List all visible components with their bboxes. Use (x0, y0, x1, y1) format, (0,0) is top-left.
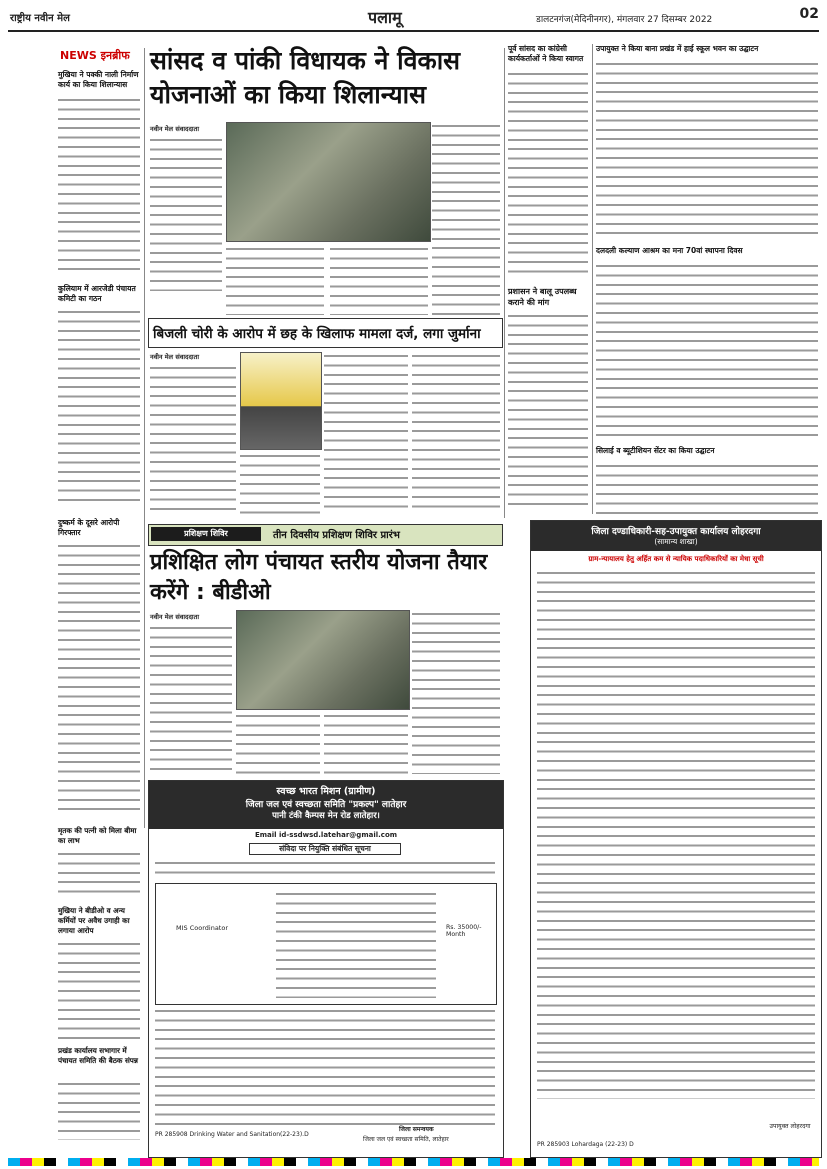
notice-header (531, 521, 821, 551)
section-title: पलामू (368, 8, 402, 27)
job-ad-subhead: संविदा पर नियुक्ति संबंधित सूचना (249, 843, 401, 855)
notice-subhead: ग्राम-न्यायालय हेतु अर्हित कम से न्यायिक पदाधिकारियों का मेधा सूची (588, 555, 764, 563)
brief-item-title: दुष्कर्म के दूसरे आरोपी गिरफ्तार (58, 518, 120, 537)
dateline: डालटनगंज(मेदिनीनगर), मंगलवार 27 दिसम्बर 2022 (536, 15, 713, 25)
job-ad-salary: Rs. 35000/- Month (446, 924, 482, 938)
job-ad-terms (155, 1007, 495, 1127)
newspaper-logo: राष्ट्रीय नवीन मेल (10, 13, 70, 24)
job-ad-table (155, 883, 497, 1005)
electricity-byline: नवीन मेल संवाददाता (150, 353, 199, 361)
electricity-headline-box (148, 318, 503, 348)
govt-notice (530, 520, 822, 1158)
notice-footer: PR 285903 Lohardaga (22-23) D (537, 1141, 634, 1148)
job-ad-intro (155, 859, 495, 881)
right-item-title: पूर्व सांसद का कांग्रेसी कार्यकर्ताओं ने किया स्वागत (508, 44, 584, 63)
electricity-body-col2 (240, 452, 320, 514)
lead-photo (226, 122, 431, 242)
right-item-body (508, 70, 588, 278)
job-ad-head2: जिला जल एवं स्वच्छता समिति "प्रकल्प" लातेहार (245, 800, 407, 810)
notice-body (537, 569, 815, 1099)
lower-item-title: प्रखंड कार्यालय सभागार में पंचायत समिति की बैठक संपन्न (58, 1046, 138, 1065)
lower-item-title: मृतक की पत्नी को मिला बीमा का लाभ (58, 826, 137, 845)
job-ad-header (149, 781, 503, 829)
job-ad-qualification (276, 890, 436, 998)
right-item-title: प्रशासन ने बालू उपलब्ध कराने की मांग (508, 287, 577, 307)
job-ad-post: MIS Coordinator (176, 924, 228, 932)
column-divider (592, 44, 593, 514)
color-registration-bar (8, 1158, 819, 1166)
training-body-col2 (236, 712, 320, 774)
lower-item-body (58, 1080, 140, 1140)
notice-head2: (सामान्य शाखा) (654, 537, 698, 546)
training-banner (148, 524, 503, 546)
column-divider (504, 48, 505, 518)
job-ad-footer: PR 285908 Drinking Water and Sanitation(22-23).D (155, 1131, 309, 1138)
electricity-body-col4 (412, 352, 500, 514)
job-ad-signatory: जिला समन्वयक (399, 1126, 434, 1133)
far-right-title: उपायुक्त ने किया बाना प्रखंड में हाई स्कूल भवन का उद्घाटन (596, 44, 759, 53)
lower-item-title: मुखिया ने बीडीओ व अन्य कर्मियों पर अवैध उगाही का लगाया आरोप (58, 906, 130, 935)
page-number: 02 (799, 6, 819, 22)
brief-item-body (58, 308, 140, 508)
right-item-body (508, 312, 588, 512)
column-divider (144, 48, 145, 828)
lead-body-col4 (432, 122, 500, 315)
bulb-photo (240, 352, 322, 450)
page-header (8, 4, 819, 32)
lower-item-body (58, 940, 140, 1040)
job-advertisement (148, 780, 504, 1158)
notice-head1: जिला दण्डाधिकारी-सह-उपायुक्त कार्यालय लोहरदगा (591, 527, 761, 537)
training-byline: नवीन मेल संवाददाता (150, 613, 199, 621)
news-brief-tag: NEWS इनब्रीफ (60, 49, 130, 62)
training-body-col3 (324, 712, 408, 774)
brief-item-body (58, 96, 140, 276)
lower-item-body (58, 850, 140, 900)
far-right-body (596, 462, 818, 514)
brief-item-title: मुखिया ने पक्की नाली निर्माण कार्य का किया शिलान्यास (58, 70, 139, 89)
lead-byline: नवीन मेल संवाददाता (150, 125, 199, 133)
far-right-title: सिलाई व ब्यूटीशियन सेंटर का किया उद्घाटन (596, 446, 715, 455)
training-banner-label: प्रशिक्षण शिविर (151, 527, 261, 541)
far-right-body (596, 262, 818, 440)
training-body-col4 (412, 610, 500, 774)
job-ad-email: Email id-ssdwsd.latehar@gmail.com (254, 831, 398, 839)
training-photo (236, 610, 410, 710)
lead-body-col2 (226, 245, 324, 315)
lead-headline: सांसद व पांकी विधायक ने विकास योजनाओं का किया शिलान्यास (150, 46, 461, 109)
training-banner-title: तीन दिवसीय प्रशिक्षण शिविर प्रारंभ (273, 530, 400, 541)
far-right-body (596, 60, 818, 240)
electricity-headline: बिजली चोरी के आरोप में छह के खिलाफ मामला दर्ज, लगा जुर्माना (153, 326, 481, 342)
notice-signatory: उपायुक्त लोहरदगा (769, 1123, 811, 1130)
far-right-title: दलदली कल्याण आश्रम का मना 70वां स्थापना दिवस (596, 246, 743, 255)
brief-item-body (58, 542, 140, 812)
electricity-body-col1 (150, 364, 236, 514)
job-ad-head3: पानी टंकी कैम्पस मेन रोड लातेहार। (272, 811, 380, 821)
brief-item-title: कुलियाम में आरजेडी पंचायत कमिटी का गठन (58, 284, 136, 303)
lead-body-col1 (150, 136, 222, 291)
training-headline: प्रशिक्षित लोग पंचायत स्तरीय योजना तैयार करेंगे : बीडीओ (150, 550, 488, 605)
lead-body-col3 (330, 245, 428, 315)
job-ad-head1: स्वच्छ भारत मिशन (ग्रामीण) (276, 786, 376, 797)
electricity-body-col3 (324, 352, 408, 514)
job-ad-signatory-org: जिला जल एवं स्वच्छता समिति, लातेहार (363, 1136, 449, 1143)
training-body-col1 (150, 624, 232, 774)
